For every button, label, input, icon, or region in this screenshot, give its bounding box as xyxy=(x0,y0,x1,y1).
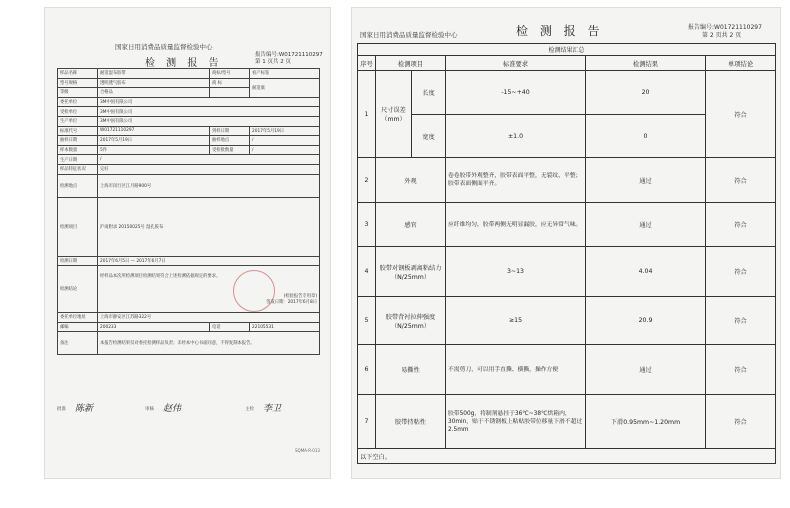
field-label: 检测日期 xyxy=(58,256,98,266)
field-label: 到样日期 xyxy=(210,126,250,136)
table-note: 以下空白。 xyxy=(358,449,776,464)
row-result: 通过 xyxy=(586,345,706,395)
field-value: / xyxy=(250,145,320,155)
row-subitem: 长度 xyxy=(412,71,446,115)
field-label: 生产单位 xyxy=(58,116,98,126)
row-result: 通过 xyxy=(586,158,706,203)
row-result: 20.9 xyxy=(586,297,706,345)
field-label: 商 标 xyxy=(210,78,250,88)
field-label: 样品名称 xyxy=(58,69,98,79)
row-item: 胶带背衬拉伸强度（N/25mm） xyxy=(376,297,446,345)
footer-code: SQMA-R-013 xyxy=(295,448,320,453)
report-page-2 xyxy=(352,8,780,478)
field-value: W01721110297 xyxy=(98,126,210,136)
row-result: 20 xyxy=(586,71,706,115)
field-label: 样本数量 xyxy=(58,145,98,155)
stamp-note: (检验报告专用章) xyxy=(283,294,317,300)
field-label: 受检单位 xyxy=(58,107,98,117)
header-requirement: 标准要求 xyxy=(446,56,586,71)
field-label: 委托单位地址 xyxy=(58,313,98,323)
signer-role: 批准 xyxy=(57,407,66,412)
row-result: 下滑0.95mm~1.20mm xyxy=(586,395,706,449)
field-value: 完好 xyxy=(98,164,320,174)
field-value: 3M中国有限公司 xyxy=(98,97,320,107)
row-item: 胶带对钢板剥离粘结力（N/25mm） xyxy=(376,247,446,297)
page2-title: 检 测 报 告 xyxy=(516,24,604,38)
page1-report-no: 报告编号:W01721110297 xyxy=(255,52,323,58)
row-subitem: 宽度 xyxy=(412,115,446,158)
field-label: 备注 xyxy=(58,332,98,355)
row-requirement: 卷卷胶带外观整齐，胶带表面平整，无裂纹、平整；胶带表面侧面平齐。 xyxy=(446,158,586,203)
field-value: 合格品 xyxy=(98,88,210,98)
field-label: 标准代号 xyxy=(58,126,98,136)
field-label: 委托单位 xyxy=(58,97,98,107)
row-item: 胶带持粘性 xyxy=(376,395,446,449)
page1-title: 检 测 报 告 xyxy=(145,58,223,69)
results-table xyxy=(357,43,776,464)
row-item: 易撕性 xyxy=(376,345,446,395)
field-value: 透明透气胶布 xyxy=(98,78,210,88)
field-value: 本报告检测结果仅对委托检测样品负责；未经本中心书面同意，不得复制本报告。 xyxy=(98,332,320,355)
signer-role: 审核 xyxy=(145,407,154,412)
issue-date: 签发日期：2017年6月8日 xyxy=(266,300,317,306)
page1-page-info: 第 1 页共 2 页 xyxy=(255,59,291,65)
sample-info-table xyxy=(57,68,320,355)
field-label: 抽样日期 xyxy=(58,136,98,146)
row-item: 尺寸误差（mm） xyxy=(376,71,412,158)
row-no: 7 xyxy=(358,395,376,449)
row-requirement: ±1.0 xyxy=(446,115,586,158)
row-requirement: 3~13 xyxy=(446,247,586,297)
field-label: 样品特征状况 xyxy=(58,164,98,174)
field-value: 5件 xyxy=(98,145,210,155)
page2-report-no: 报告编号:W01721110297 xyxy=(688,24,762,31)
conclusion-text: 经样品本次所检测项目检测结果符合上述检测依据规定的要求。 xyxy=(100,274,221,280)
header-result: 检测结果 xyxy=(586,56,706,71)
row-result: 通过 xyxy=(586,203,706,247)
field-label: 生产日期 xyxy=(58,155,98,165)
row-no: 4 xyxy=(358,247,376,297)
field-label: 检测地点 xyxy=(58,174,98,197)
field-value: / xyxy=(250,136,320,146)
field-label: 等级 xyxy=(58,88,98,98)
field-value: 3M中国有限公司 xyxy=(98,116,320,126)
field-value: 3M中国有限公司 xyxy=(98,107,320,117)
field-label: 电话 xyxy=(210,322,250,332)
field-value: / xyxy=(98,155,320,165)
row-result: 4.04 xyxy=(586,247,706,297)
summary-title: 检测结果汇总 xyxy=(358,44,776,56)
field-value: 2017年5月19日 xyxy=(98,136,210,146)
signature-inspector: 李卫 xyxy=(263,404,282,414)
page2-org: 国家日用消费品质量监督检验中心 xyxy=(360,31,458,39)
field-value: 2017年6月5日 — 2017年6月7日 xyxy=(98,256,320,266)
official-stamp-icon xyxy=(233,270,275,312)
field-label: 邮编 xyxy=(58,322,98,332)
header-item: 检测项目 xyxy=(376,56,446,71)
row-verdict: 符合 xyxy=(706,395,776,449)
row-requirement: 应纤维均匀，胶带两侧无明显漏胶，应无异常气味。 xyxy=(446,203,586,247)
row-item: 外观 xyxy=(376,158,446,203)
field-label: 抽样地点 xyxy=(210,136,250,146)
row-requirement: 胶带500g，将制剂悬挂于36℃~38℃烘箱内，30min，贴于不锈钢板上粘贴胶带位移量下滑不超过2.5mm xyxy=(446,395,586,449)
field-value: 2017年5月19日 xyxy=(250,126,320,136)
row-requirement: ≥15 xyxy=(446,297,586,345)
field-label: 商标/型号 xyxy=(210,69,250,79)
signer-role: 主检 xyxy=(245,407,254,412)
row-no: 2 xyxy=(358,158,376,203)
signature-approver: 陈新 xyxy=(75,404,94,414)
row-verdict: 符合 xyxy=(706,297,776,345)
field-value: 耐适康 xyxy=(250,78,320,97)
header-verdict: 单项结论 xyxy=(706,56,776,71)
header-no: 序号 xyxy=(358,56,376,71)
row-verdict: 符合 xyxy=(706,247,776,297)
row-verdict: 符合 xyxy=(706,203,776,247)
field-value: 22105531 xyxy=(250,322,320,332)
field-label: 型号规格 xyxy=(58,78,98,88)
field-label: 受检批数量 xyxy=(210,145,250,155)
report-page-1 xyxy=(45,8,330,478)
row-verdict: 符合 xyxy=(706,71,776,158)
page2-page-info: 第 2 页共 2 页 xyxy=(702,32,742,39)
row-no: 5 xyxy=(358,297,376,345)
page1-org: 国家日用消费品质量监督检验中心 xyxy=(115,43,213,51)
row-verdict: 符合 xyxy=(706,158,776,203)
row-result: 0 xyxy=(586,115,706,158)
field-value xyxy=(98,266,320,313)
field-value: 上海市静安区江苏路322号 xyxy=(98,313,320,323)
field-value: 看产标签 xyxy=(250,69,320,79)
field-value: 耐适湿布胶带 xyxy=(98,69,210,79)
signature-reviewer: 赵伟 xyxy=(163,404,182,414)
row-no: 3 xyxy=(358,203,376,247)
row-item: 感官 xyxy=(376,203,446,247)
row-no: 6 xyxy=(358,345,376,395)
field-value: 沪岗附录 20150025号 湿孔胶布 xyxy=(98,197,320,256)
row-requirement: 不需剪刀，可以用手直撕、横撕，操作方便 xyxy=(446,345,586,395)
field-label: 检测结论 xyxy=(58,266,98,313)
field-value: 200233 xyxy=(98,322,210,332)
row-verdict: 符合 xyxy=(706,345,776,395)
field-label: 检测项目 xyxy=(58,197,98,256)
row-requirement: -15~+40 xyxy=(446,71,586,115)
field-value: 上海市闵行区江月路900号 xyxy=(98,174,320,197)
row-no: 1 xyxy=(358,71,376,158)
